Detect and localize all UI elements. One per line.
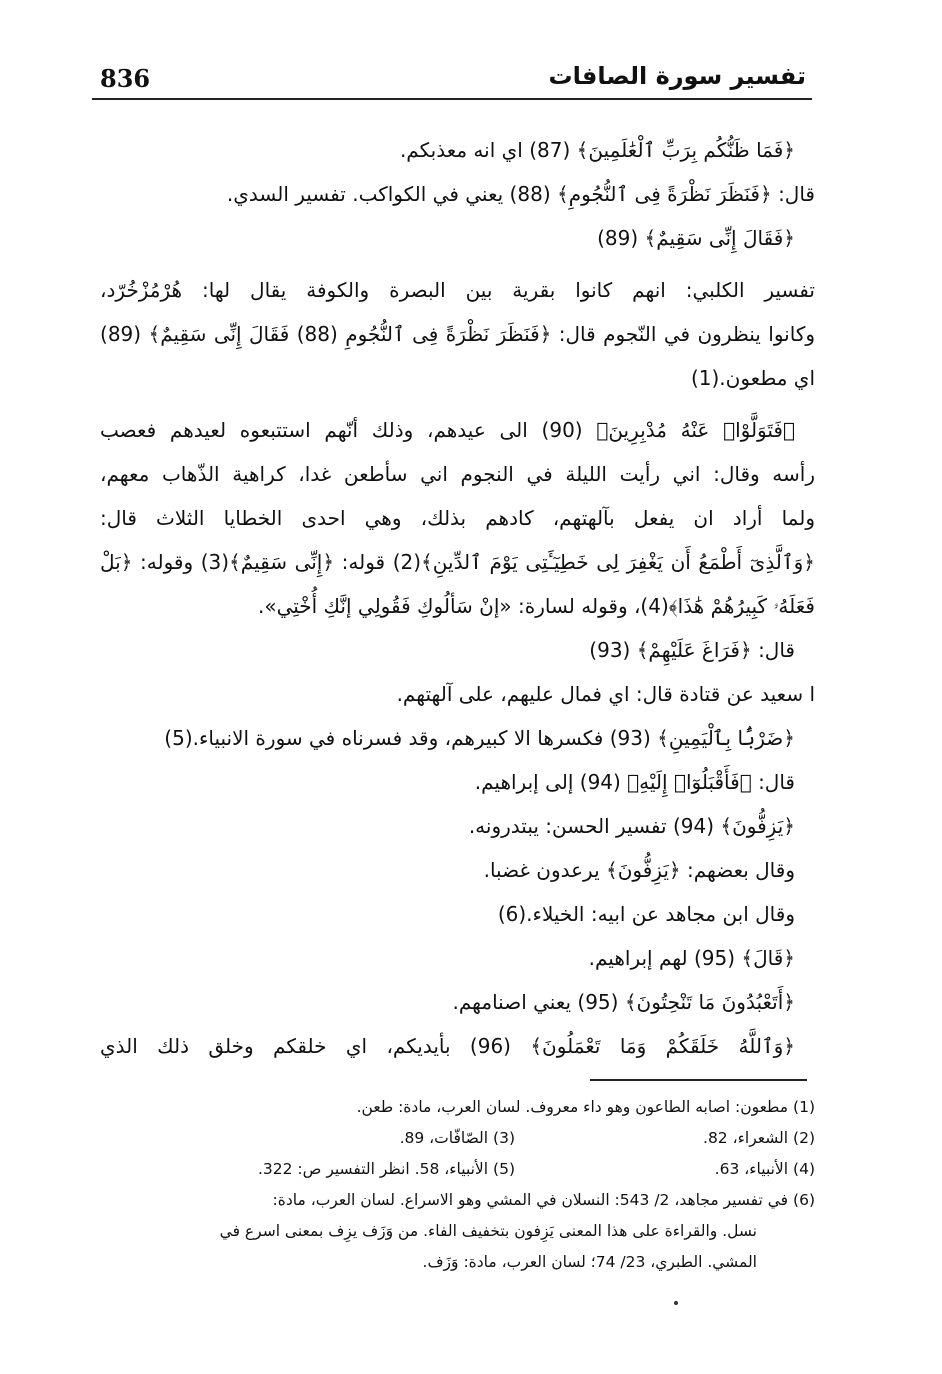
footnote-6-continued: نسل. والقراءة على هذا المعنى يَزِفون بتخفيف الفاء. من وَزَف يزِف بمعنى اسرع في [219, 1222, 757, 1240]
text-line: ﴿يَزِفُّونَ﴾ (94) تفسير الحسن: يبتدرونه. [468, 814, 795, 838]
footnotes [100, 1092, 815, 1278]
main-text [100, 128, 815, 1068]
footnote-3: (3) الصّافّات، 89. [399, 1129, 515, 1147]
footnote-2: (2) الشعراء، 82. [703, 1129, 815, 1147]
text-line: ﴿ضَرْبًۢا بِٱلْيَمِينِ﴾ (93) فكسرها الا كبيرهم، وقد فسرناه في سورة الانبياء.(5) [164, 726, 795, 750]
text-line: قال: ﴿فَرَاغَ عَلَيْهِمْ﴾ (93) [589, 638, 795, 662]
footnote-row [100, 1123, 815, 1154]
text-line: رأسه وقال: اني رأيت الليلة في النجوم اني سأطعن غدا، كراهية الذّهاب معهم، [100, 462, 815, 486]
footnote-4: (4) الأنبياء، 63. [714, 1160, 815, 1178]
text-line: وكانوا ينظرون في النّجوم قال: ﴿فَنَظَرَ نَظْرَةً فِى ٱلنُّجُومِ (88) فَقَالَ إِنِّى سَقِيمٌ﴾ (89) [100, 322, 815, 346]
text-line: قال: ﴿فَنَظَرَ نَظْرَةً فِى ٱلنُّجُومِ﴾ (88) يعني في الكواكب. تفسير السدي. [226, 182, 815, 206]
paragraph-gap [100, 400, 815, 408]
text-line: ﴿فَمَا ظَنُّكُم بِرَبِّ ٱلْعَٰلَمِينَ﴾ (87) اي انه معذبكم. [399, 138, 795, 162]
text-line: فَعَلَهُۥ كَبِيرُهُمْ هَٰذَا﴾(4)، وقوله لسارة: «إنْ سَألُوكِ فَقُولِي إنَّكِ أُخْتِي». [257, 594, 815, 618]
text-line: ﴿وَٱلَّذِىٓ أَطْمَعُ أَن يَغْفِرَ لِى خَطِيٓـَٔتِى يَوْمَ ٱلدِّينِ﴾(2) قوله: ﴿إِنِّى سَقِيمٌ﴾(3) وقوله: ﴿بَلْ [100, 550, 815, 574]
running-title: تفسير سورة الصافات [548, 62, 806, 90]
footnote-5: (5) الأنبياء، 58. انظر التفسير ص: 322. [257, 1160, 515, 1178]
footnote-6-continued: المشي. الطبري، 23/ 74؛ لسان العرب، مادة: وَزَف. [422, 1253, 757, 1271]
footnote-6: (6) في تفسير مجاهد، 2/ 543: النسلان في المشي وهو الاسراع. لسان العرب، مادة: [272, 1191, 815, 1209]
page-header [92, 56, 812, 100]
text-line: ا سعيد عن قتادة قال: اي فمال عليهم، على آلهتهم. [396, 682, 815, 706]
text-line: ﴿أَتَعْبُدُونَ مَا تَنْحِتُونَ﴾ (95) يعني اصنامهم. [452, 990, 795, 1014]
footnote-row [100, 1154, 815, 1185]
text-line: اي مطعون.(1) [690, 366, 815, 390]
text-line: ﴿فَقَالَ إِنِّى سَقِيمٌ﴾ (89) [597, 226, 795, 250]
footnote-1: (1) مطعون: اصابه الطاعون وهو داء معروف. لسان العرب، مادة: طعن. [356, 1098, 815, 1116]
text-line: ﴿فَتَوَلَّوْا۟ عَنْهُ مُدْبِرِينَ﴾ (90) الى عيدهم، وذلك أنّهم استتبعوه لعيدهم فعصب [100, 418, 795, 442]
text-line: وقال بعضهم: ﴿يَزِفُّونَ﴾ يرعدون غضبا. [483, 858, 795, 882]
page-number: 836 [100, 64, 151, 93]
text-line: قال: ﴿فَأَقْبَلُوٓا۟ إِلَيْهِ﴾ (94) إلى إبراهيم. [474, 770, 795, 794]
text-line: تفسير الكلبي: انهم كانوا بقرية بين البصرة والكوفة يقال لها: هُرْمُزْخُرّد، [100, 278, 815, 302]
print-speck [674, 1301, 678, 1305]
paragraph-gap [100, 260, 815, 268]
text-line: ﴿وَٱللَّهُ خَلَقَكُمْ وَمَا تَعْمَلُونَ﴾ (96) بأيديكم، اي خلقكم وخلق ذلك الذي [100, 1034, 796, 1058]
text-line: ﴿قَالَ﴾ (95) لهم إبراهيم. [588, 946, 795, 970]
header-divider [92, 98, 812, 100]
text-line: ولما أراد ان يفعل بآلهتهم، كادهم بذلك، وهي احدى الخطايا الثلاث قال: [100, 506, 815, 530]
footnote-divider [590, 1079, 807, 1081]
text-line: وقال ابن مجاهد عن ابيه: الخيلاء.(6) [497, 902, 795, 926]
